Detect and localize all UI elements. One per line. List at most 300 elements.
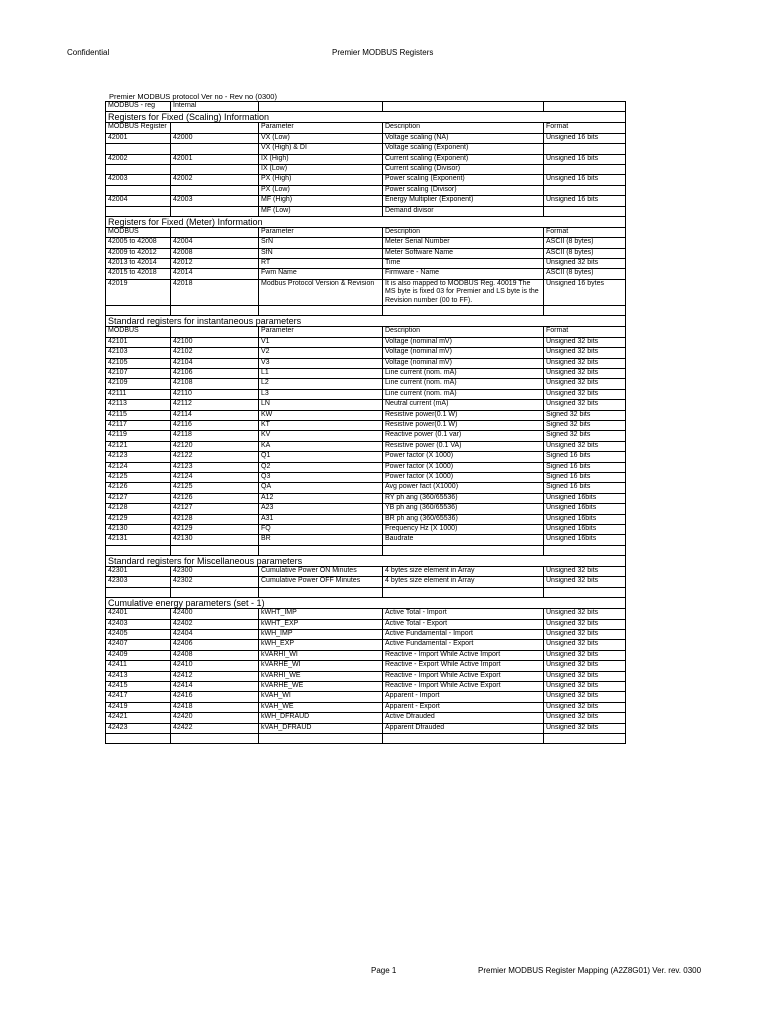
- parameter-cell: kVAH_WE: [259, 702, 383, 712]
- empty-cell: [106, 733, 171, 743]
- empty-cell: [544, 587, 626, 597]
- description-cell: 4 bytes size element in Array: [383, 577, 544, 587]
- parameter-cell: kVARHE_WI: [259, 661, 383, 671]
- format-cell: [544, 206, 626, 216]
- format-cell: Unsigned 32 bits: [544, 609, 626, 619]
- modbus-register-cell: 42001: [106, 133, 171, 143]
- format-cell: Unsigned 32 bits: [544, 389, 626, 399]
- table-row: [106, 504, 626, 514]
- format-cell: Unsigned 32 bits: [544, 337, 626, 347]
- modbus-register-cell: 42417: [106, 692, 171, 702]
- format-cell: Unsigned 16bits: [544, 493, 626, 503]
- description-cell: Avg power fact (X1000): [383, 483, 544, 493]
- modbus-register-cell: 42407: [106, 640, 171, 650]
- parameter-cell: QA: [259, 483, 383, 493]
- modbus-register-cell: 42119: [106, 431, 171, 441]
- description-cell: Current scaling (Divisor): [383, 164, 544, 174]
- parameter-cell: LN: [259, 400, 383, 410]
- format-cell: Unsigned 32 bits: [544, 259, 626, 269]
- internal-register-cell: [171, 144, 259, 154]
- parameter-cell: MF (Low): [259, 206, 383, 216]
- parameter-cell: kWHT_EXP: [259, 619, 383, 629]
- description-cell: Current scaling (Exponent): [383, 154, 544, 164]
- modbus-register-cell: 42421: [106, 713, 171, 723]
- table-row: [106, 327, 626, 337]
- parameter-cell: kVARHI_WE: [259, 671, 383, 681]
- modbus-register-cell: 42003: [106, 175, 171, 185]
- internal-register-cell: 42130: [171, 535, 259, 545]
- internal-register-cell: [171, 206, 259, 216]
- parameter-cell: A23: [259, 504, 383, 514]
- table-row: [106, 441, 626, 451]
- format-cell: Unsigned 32 bits: [544, 723, 626, 733]
- internal-register-cell: 42302: [171, 577, 259, 587]
- table-row: [106, 358, 626, 368]
- table-row: [106, 661, 626, 671]
- internal-register-cell: 42014: [171, 269, 259, 279]
- format-cell: Unsigned 16 bits: [544, 175, 626, 185]
- parameter-cell: Fwm Name: [259, 269, 383, 279]
- table-row: [106, 144, 626, 154]
- empty-cell: [383, 306, 544, 316]
- empty-cell: [259, 306, 383, 316]
- description-cell: [383, 102, 544, 112]
- blank-row: [106, 306, 626, 316]
- internal-register-cell: 42410: [171, 661, 259, 671]
- format-cell: Format: [544, 123, 626, 133]
- internal-register-cell: [171, 227, 259, 237]
- empty-cell: [544, 306, 626, 316]
- internal-register-cell: 42418: [171, 702, 259, 712]
- description-cell: Baudrate: [383, 535, 544, 545]
- parameter-cell: KV: [259, 431, 383, 441]
- table-row: [106, 630, 626, 640]
- internal-register-cell: [171, 123, 259, 133]
- table-row: [106, 133, 626, 143]
- parameter-cell: IX (High): [259, 154, 383, 164]
- section-title: Standard registers for instantaneous parameters: [106, 316, 626, 327]
- format-cell: Unsigned 16 bits: [544, 133, 626, 143]
- parameter-cell: A12: [259, 493, 383, 503]
- table-row: [106, 410, 626, 420]
- table-row: [106, 348, 626, 358]
- parameter-cell: kWH_IMP: [259, 630, 383, 640]
- table-row: [106, 379, 626, 389]
- parameter-cell: kVARHI_WI: [259, 650, 383, 660]
- modbus-register-cell: 42005 to 42008: [106, 238, 171, 248]
- modbus-register-cell: 42013 to 42014: [106, 259, 171, 269]
- internal-register-cell: 42402: [171, 619, 259, 629]
- table-row: [106, 681, 626, 691]
- modbus-register-cell: 42113: [106, 400, 171, 410]
- parameter-cell: L2: [259, 379, 383, 389]
- modbus-register-cell: 42115: [106, 410, 171, 420]
- format-cell: Unsigned 32 bits: [544, 661, 626, 671]
- modbus-register-cell: MODBUS Register: [106, 123, 171, 133]
- table-row: [106, 337, 626, 347]
- format-cell: [544, 185, 626, 195]
- modbus-register-cell: 42125: [106, 472, 171, 482]
- empty-cell: [259, 545, 383, 555]
- parameter-cell: V2: [259, 348, 383, 358]
- parameter-cell: Parameter: [259, 327, 383, 337]
- internal-register-cell: 42118: [171, 431, 259, 441]
- modbus-register-cell: 42423: [106, 723, 171, 733]
- parameter-cell: Cumulative Power ON Minutes: [259, 567, 383, 577]
- format-cell: Unsigned 32 bits: [544, 630, 626, 640]
- modbus-register-cell: 42303: [106, 577, 171, 587]
- format-cell: Unsigned 32 bits: [544, 379, 626, 389]
- modbus-register-cell: 42401: [106, 609, 171, 619]
- table-row: [106, 692, 626, 702]
- internal-register-cell: 42122: [171, 452, 259, 462]
- description-cell: Voltage (nominal mV): [383, 337, 544, 347]
- parameter-cell: kVAH_WI: [259, 692, 383, 702]
- parameter-cell: RT: [259, 259, 383, 269]
- parameter-cell: VX (Low): [259, 133, 383, 143]
- description-cell: Active Fundamental - Export: [383, 640, 544, 650]
- format-cell: Format: [544, 327, 626, 337]
- modbus-register-cell: 42128: [106, 504, 171, 514]
- internal-register-cell: 42129: [171, 524, 259, 534]
- internal-register-cell: 42400: [171, 609, 259, 619]
- description-cell: Voltage scaling (Exponent): [383, 144, 544, 154]
- description-cell: RY ph ang (360/65536): [383, 493, 544, 503]
- modbus-register-cell: 42004: [106, 196, 171, 206]
- format-cell: Signed 16 bits: [544, 462, 626, 472]
- empty-cell: [383, 545, 544, 555]
- parameter-cell: kWH_DFRAUD: [259, 713, 383, 723]
- format-cell: Format: [544, 227, 626, 237]
- format-cell: Unsigned 32 bits: [544, 692, 626, 702]
- table-row: [106, 123, 626, 133]
- section-header-row: [106, 556, 626, 567]
- description-cell: Line current (nom. mA): [383, 369, 544, 379]
- description-cell: Time: [383, 259, 544, 269]
- parameter-cell: KW: [259, 410, 383, 420]
- register-table-body: [106, 102, 626, 744]
- format-cell: [544, 102, 626, 112]
- parameter-cell: Modbus Protocol Version & Revision: [259, 279, 383, 305]
- description-cell: Energy Multiplier (Exponent): [383, 196, 544, 206]
- empty-cell: [259, 733, 383, 743]
- table-row: [106, 577, 626, 587]
- table-row: [106, 175, 626, 185]
- modbus-register-cell: 42131: [106, 535, 171, 545]
- parameter-cell: KT: [259, 420, 383, 430]
- description-cell: Line current (nom. mA): [383, 389, 544, 399]
- description-cell: Resistive power(0.1 W): [383, 410, 544, 420]
- internal-register-cell: 42128: [171, 514, 259, 524]
- parameter-cell: L3: [259, 389, 383, 399]
- modbus-register-cell: 42107: [106, 369, 171, 379]
- table-row: [106, 196, 626, 206]
- parameter-cell: SrN: [259, 238, 383, 248]
- description-cell: Voltage scaling (NA): [383, 133, 544, 143]
- parameter-cell: kVAH_DFRAUD: [259, 723, 383, 733]
- format-cell: Signed 16 bits: [544, 452, 626, 462]
- format-cell: Signed 32 bits: [544, 431, 626, 441]
- description-cell: 4 bytes size element in Array: [383, 567, 544, 577]
- format-cell: Signed 16 bits: [544, 483, 626, 493]
- internal-register-cell: 42018: [171, 279, 259, 305]
- format-cell: Unsigned 32 bits: [544, 713, 626, 723]
- section-title: Registers for Fixed (Scaling) Information: [106, 112, 626, 123]
- modbus-register-cell: 42403: [106, 619, 171, 629]
- description-cell: Apparent Dfrauded: [383, 723, 544, 733]
- parameter-cell: Parameter: [259, 227, 383, 237]
- internal-register-cell: [171, 327, 259, 337]
- description-cell: Description: [383, 327, 544, 337]
- table-row: [106, 713, 626, 723]
- header-confidential: Confidential: [67, 48, 110, 57]
- table-row: [106, 431, 626, 441]
- table-row: [106, 420, 626, 430]
- table-row: [106, 102, 626, 112]
- section-header-row: [106, 112, 626, 123]
- parameter-cell: SfN: [259, 248, 383, 258]
- modbus-register-cell: 42413: [106, 671, 171, 681]
- description-cell: Power factor (X 1000): [383, 462, 544, 472]
- section-title: Cumulative energy parameters (set - 1): [106, 598, 626, 609]
- modbus-register-cell: 42019: [106, 279, 171, 305]
- empty-cell: [106, 545, 171, 555]
- format-cell: Unsigned 32 bits: [544, 650, 626, 660]
- modbus-register-cell: 42117: [106, 420, 171, 430]
- description-cell: BR ph ang (360/65536): [383, 514, 544, 524]
- internal-register-cell: 42012: [171, 259, 259, 269]
- internal-register-cell: 42123: [171, 462, 259, 472]
- table-row: [106, 483, 626, 493]
- modbus-register-cell: 42105: [106, 358, 171, 368]
- parameter-cell: kVARHE_WE: [259, 681, 383, 691]
- blank-row: [106, 587, 626, 597]
- modbus-register-cell: 42109: [106, 379, 171, 389]
- modbus-register-cell: 42015 to 42018: [106, 269, 171, 279]
- internal-register-cell: 42102: [171, 348, 259, 358]
- parameter-cell: V1: [259, 337, 383, 347]
- table-row: [106, 671, 626, 681]
- format-cell: Unsigned 32 bits: [544, 577, 626, 587]
- modbus-register-cell: 42002: [106, 154, 171, 164]
- description-cell: Description: [383, 123, 544, 133]
- format-cell: ASCII (8 bytes): [544, 269, 626, 279]
- description-cell: Reactive - Import While Active Import: [383, 650, 544, 660]
- empty-cell: [171, 545, 259, 555]
- modbus-register-cell: 42101: [106, 337, 171, 347]
- internal-register-cell: 42124: [171, 472, 259, 482]
- modbus-register-cell: MODBUS - reg: [106, 102, 171, 112]
- format-cell: Unsigned 16bits: [544, 514, 626, 524]
- section-title: Standard registers for Miscellaneous parameters: [106, 556, 626, 567]
- table-row: [106, 514, 626, 524]
- table-row: [106, 493, 626, 503]
- table-row: [106, 567, 626, 577]
- parameter-cell: Q2: [259, 462, 383, 472]
- empty-cell: [171, 733, 259, 743]
- description-cell: Active Total - Export: [383, 619, 544, 629]
- description-cell: Voltage (nominal mV): [383, 358, 544, 368]
- table-row: [106, 609, 626, 619]
- parameter-cell: Parameter: [259, 123, 383, 133]
- internal-register-cell: 42114: [171, 410, 259, 420]
- parameter-cell: kWH_EXP: [259, 640, 383, 650]
- description-cell: Apparent - Export: [383, 702, 544, 712]
- description-cell: YB ph ang (360/65536): [383, 504, 544, 514]
- parameter-cell: VX (High) & DI: [259, 144, 383, 154]
- internal-register-cell: 42404: [171, 630, 259, 640]
- internal-register-cell: 42001: [171, 154, 259, 164]
- format-cell: [544, 144, 626, 154]
- internal-register-cell: 42125: [171, 483, 259, 493]
- document-title: Premier MODBUS protocol Ver no - Rev no (0300): [109, 92, 277, 101]
- parameter-cell: Cumulative Power OFF Minutes: [259, 577, 383, 587]
- modbus-register-cell: 42121: [106, 441, 171, 451]
- table-row: [106, 269, 626, 279]
- format-cell: Unsigned 32 bits: [544, 400, 626, 410]
- internal-register-cell: 42112: [171, 400, 259, 410]
- table-row: [106, 185, 626, 195]
- description-cell: Neutral current (mA): [383, 400, 544, 410]
- internal-register-cell: 42126: [171, 493, 259, 503]
- empty-cell: [544, 545, 626, 555]
- modbus-register-cell: 42123: [106, 452, 171, 462]
- parameter-cell: BR: [259, 535, 383, 545]
- modbus-register-cell: 42301: [106, 567, 171, 577]
- modbus-register-cell: 42009 to 42012: [106, 248, 171, 258]
- parameter-cell: PX (Low): [259, 185, 383, 195]
- format-cell: Unsigned 16bits: [544, 504, 626, 514]
- internal-register-cell: 42300: [171, 567, 259, 577]
- internal-register-cell: 42108: [171, 379, 259, 389]
- section-header-row: [106, 216, 626, 227]
- internal-register-cell: 42416: [171, 692, 259, 702]
- description-cell: Firmware - Name: [383, 269, 544, 279]
- format-cell: Unsigned 32 bits: [544, 369, 626, 379]
- table-row: [106, 462, 626, 472]
- parameter-cell: V3: [259, 358, 383, 368]
- table-row: [106, 389, 626, 399]
- table-row: [106, 452, 626, 462]
- table-row: [106, 650, 626, 660]
- internal-register-cell: 42120: [171, 441, 259, 451]
- parameter-cell: Q1: [259, 452, 383, 462]
- table-row: [106, 524, 626, 534]
- description-cell: Resistive power (0.1 VA): [383, 441, 544, 451]
- parameter-cell: L1: [259, 369, 383, 379]
- empty-cell: [106, 587, 171, 597]
- format-cell: Unsigned 32 bits: [544, 681, 626, 691]
- modbus-register-cell: [106, 144, 171, 154]
- internal-register-cell: [171, 185, 259, 195]
- parameter-cell: PX (High): [259, 175, 383, 185]
- internal-register-cell: [171, 164, 259, 174]
- description-cell: Active Dfrauded: [383, 713, 544, 723]
- format-cell: Unsigned 32 bits: [544, 671, 626, 681]
- empty-cell: [544, 733, 626, 743]
- empty-cell: [106, 306, 171, 316]
- blank-row: [106, 733, 626, 743]
- empty-cell: [383, 587, 544, 597]
- modbus-register-cell: [106, 185, 171, 195]
- parameter-cell: A31: [259, 514, 383, 524]
- internal-register-cell: 42008: [171, 248, 259, 258]
- internal-register-cell: 42100: [171, 337, 259, 347]
- table-row: [106, 723, 626, 733]
- internal-register-cell: 42412: [171, 671, 259, 681]
- parameter-cell: Q3: [259, 472, 383, 482]
- blank-row: [106, 545, 626, 555]
- format-cell: Unsigned 32 bits: [544, 567, 626, 577]
- internal-register-cell: 42104: [171, 358, 259, 368]
- description-cell: Meter Serial Number: [383, 238, 544, 248]
- modbus-register-cell: 42103: [106, 348, 171, 358]
- parameter-cell: [259, 102, 383, 112]
- section-header-row: [106, 598, 626, 609]
- description-cell: Power scaling (Exponent): [383, 175, 544, 185]
- parameter-cell: KA: [259, 441, 383, 451]
- parameter-cell: FQ: [259, 524, 383, 534]
- empty-cell: [259, 587, 383, 597]
- table-row: [106, 702, 626, 712]
- description-cell: Power factor (X 1000): [383, 452, 544, 462]
- description-cell: It is also mapped to MODBUS Reg. 40019 The MS byte is fixed 03 for Premier and LS byte is the Revision number (00 to FF).: [383, 279, 544, 305]
- table-row: [106, 164, 626, 174]
- footer-document-ref: Premier MODBUS Register Mapping (A2Z8G01) Ver. rev. 0300: [478, 966, 702, 975]
- format-cell: Unsigned 16bits: [544, 524, 626, 534]
- internal-register-cell: 42000: [171, 133, 259, 143]
- description-cell: Meter Software Name: [383, 248, 544, 258]
- format-cell: Unsigned 32 bits: [544, 640, 626, 650]
- format-cell: Unsigned 16bits: [544, 535, 626, 545]
- modbus-register-cell: [106, 164, 171, 174]
- modbus-register-cell: 42411: [106, 661, 171, 671]
- description-cell: Reactive - Import While Active Export: [383, 681, 544, 691]
- internal-register-cell: 42004: [171, 238, 259, 248]
- description-cell: Frequency Hz (X 1000): [383, 524, 544, 534]
- table-row: [106, 206, 626, 216]
- internal-register-cell: 42406: [171, 640, 259, 650]
- footer-page-number: Page 1: [371, 966, 397, 975]
- table-row: [106, 279, 626, 305]
- internal-register-cell: 42414: [171, 681, 259, 691]
- format-cell: Signed 16 bits: [544, 472, 626, 482]
- internal-register-cell: 42127: [171, 504, 259, 514]
- description-cell: Reactive - Import While Active Export: [383, 671, 544, 681]
- table-row: [106, 248, 626, 258]
- table-row: [106, 259, 626, 269]
- internal-register-cell: 42002: [171, 175, 259, 185]
- description-cell: Active Fundamental - Import: [383, 630, 544, 640]
- parameter-cell: IX (Low): [259, 164, 383, 174]
- modbus-register-cell: 42127: [106, 493, 171, 503]
- empty-cell: [171, 306, 259, 316]
- empty-cell: [171, 587, 259, 597]
- modbus-register-cell: MODBUS: [106, 327, 171, 337]
- internal-register-cell: 42003: [171, 196, 259, 206]
- section-title: Registers for Fixed (Meter) Information: [106, 216, 626, 227]
- modbus-register-cell: 42130: [106, 524, 171, 534]
- format-cell: Unsigned 32 bits: [544, 358, 626, 368]
- internal-register-cell: 42420: [171, 713, 259, 723]
- table-row: [106, 619, 626, 629]
- register-table: [105, 101, 626, 744]
- table-row: [106, 640, 626, 650]
- table-row: [106, 535, 626, 545]
- internal-register-cell: 42106: [171, 369, 259, 379]
- description-cell: Voltage (nominal mV): [383, 348, 544, 358]
- format-cell: Unsigned 32 bits: [544, 619, 626, 629]
